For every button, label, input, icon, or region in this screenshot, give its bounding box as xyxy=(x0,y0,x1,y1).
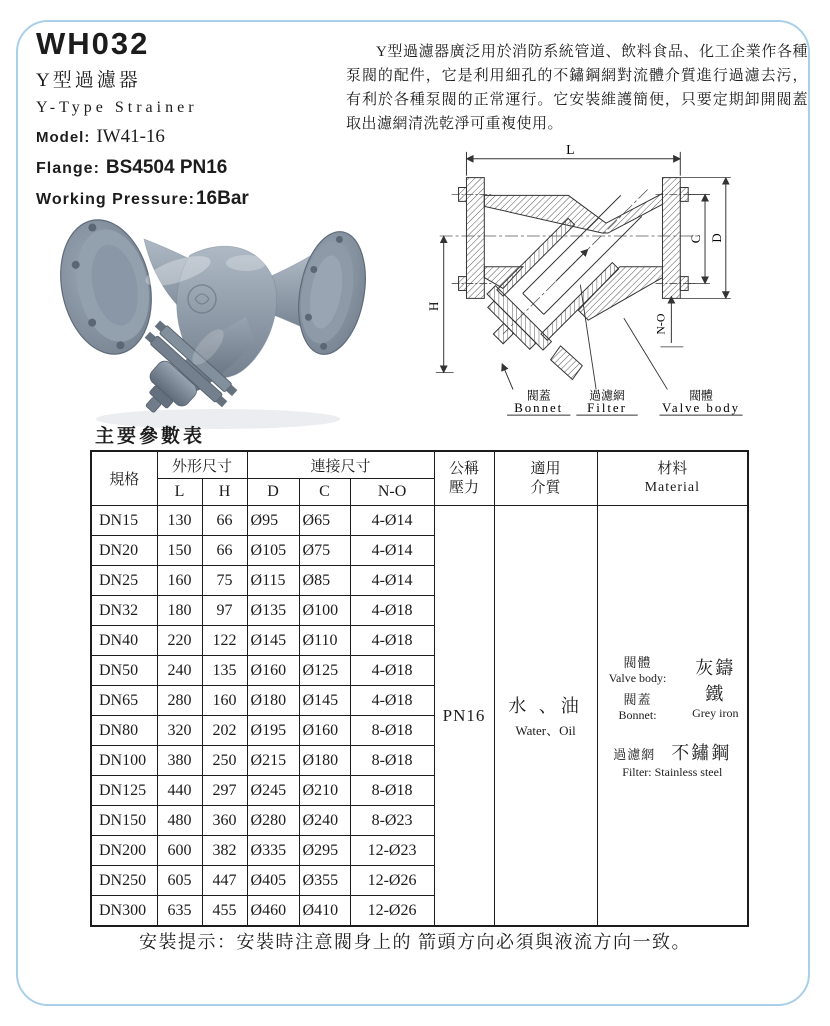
cell-c: Ø180 xyxy=(299,746,350,776)
top-wall xyxy=(484,193,662,233)
pressure-value: PN16 xyxy=(442,705,486,725)
cell-no: 4-Ø18 xyxy=(350,626,434,656)
cell-l: 600 xyxy=(157,836,202,866)
cell-spec: DN65 xyxy=(91,686,157,716)
cell-d: Ø180 xyxy=(247,686,299,716)
cell-c: Ø210 xyxy=(299,776,350,806)
cell-l: 280 xyxy=(157,686,202,716)
cell-h: 97 xyxy=(202,596,247,626)
cell-d: Ø460 xyxy=(247,896,299,927)
cell-h: 66 xyxy=(202,536,247,566)
cell-h: 250 xyxy=(202,746,247,776)
right-flange xyxy=(290,226,375,359)
cell-h: 382 xyxy=(202,836,247,866)
cell-spec: DN50 xyxy=(91,656,157,686)
header-no: N-O xyxy=(350,479,434,506)
cell-d: Ø135 xyxy=(247,596,299,626)
model-value: IW41-16 xyxy=(96,126,165,147)
product-title-zh: Y型過濾器 xyxy=(36,70,141,91)
cell-no: 8-Ø18 xyxy=(350,746,434,776)
cell-no: 4-Ø14 xyxy=(350,566,434,596)
part-label-filter-zh: 過濾網 xyxy=(589,388,625,403)
cell-l: 220 xyxy=(157,626,202,656)
header-l: L xyxy=(157,479,202,506)
cell-d: Ø405 xyxy=(247,866,299,896)
cell-spec: DN125 xyxy=(91,776,157,806)
header-material: 材料 Material xyxy=(597,451,748,506)
cell-c: Ø410 xyxy=(299,896,350,927)
cell-c: Ø110 xyxy=(299,626,350,656)
cell-l: 150 xyxy=(157,536,202,566)
cell-h: 360 xyxy=(202,806,247,836)
header-spec: 規格 xyxy=(91,451,157,506)
cell-c: Ø295 xyxy=(299,836,350,866)
installation-note: 安裝提示：安裝時注意閥身上的 箭頭方向必須與液流方向一致。 xyxy=(139,932,691,952)
model-label: Model: xyxy=(36,129,91,146)
cell-l: 605 xyxy=(157,866,202,896)
cell-no: 8-Ø23 xyxy=(350,806,434,836)
model-line xyxy=(36,126,336,148)
cell-c: Ø85 xyxy=(299,566,350,596)
flange-value: BS4504 PN16 xyxy=(105,157,228,178)
header-h: H xyxy=(202,479,247,506)
part-label-filter-en: Filter xyxy=(587,401,627,416)
cell-d: Ø105 xyxy=(247,536,299,566)
cell-d: Ø145 xyxy=(247,626,299,656)
cell-spec: DN80 xyxy=(91,716,157,746)
header-nominal-pressure: 公稱 壓力 xyxy=(434,451,494,506)
dim-label-no: N-O xyxy=(653,313,668,335)
part-label-valvebody-zh: 閥體 xyxy=(689,388,713,403)
cell-d: Ø160 xyxy=(247,656,299,686)
cell-no: 4-Ø18 xyxy=(350,686,434,716)
cell-l: 635 xyxy=(157,896,202,927)
pressure-value: 16Bar xyxy=(195,188,249,209)
cell-no: 8-Ø18 xyxy=(350,776,434,806)
cell-l: 240 xyxy=(157,656,202,686)
cell-no: 4-Ø18 xyxy=(350,596,434,626)
spec-row xyxy=(91,506,748,536)
cell-d: Ø215 xyxy=(247,746,299,776)
header-d: D xyxy=(247,479,299,506)
cell-spec: DN15 xyxy=(91,506,157,536)
cell-h: 202 xyxy=(202,716,247,746)
dim-label-h: H xyxy=(426,301,441,311)
product-photo xyxy=(50,194,390,436)
cell-c: Ø240 xyxy=(299,806,350,836)
header-c: C xyxy=(299,479,350,506)
cell-c: Ø160 xyxy=(299,716,350,746)
cell-l: 160 xyxy=(157,566,202,596)
cell-l: 380 xyxy=(157,746,202,776)
header-outline-dims: 外形尺寸 xyxy=(157,451,247,479)
cell-c: Ø65 xyxy=(299,506,350,536)
cell-l: 180 xyxy=(157,596,202,626)
cell-spec: DN20 xyxy=(91,536,157,566)
header-connect-dims: 連接尺寸 xyxy=(247,451,434,479)
part-label-bonnet-en: Bonnet xyxy=(514,401,564,416)
medium-cell xyxy=(494,506,597,927)
cell-d: Ø95 xyxy=(247,506,299,536)
cell-c: Ø125 xyxy=(299,656,350,686)
dim-label-l: L xyxy=(566,141,575,157)
left-flange xyxy=(50,211,163,362)
cell-spec: DN100 xyxy=(91,746,157,776)
cell-spec: DN40 xyxy=(91,626,157,656)
cell-d: Ø115 xyxy=(247,566,299,596)
cell-spec: DN32 xyxy=(91,596,157,626)
header-medium: 適用 介質 xyxy=(494,451,597,506)
cell-d: Ø245 xyxy=(247,776,299,806)
branch-tip xyxy=(551,346,583,380)
cell-h: 135 xyxy=(202,656,247,686)
material-cell xyxy=(597,506,748,927)
bonnet-flange xyxy=(487,286,551,350)
cell-spec: DN250 xyxy=(91,866,157,896)
cell-c: Ø355 xyxy=(299,866,350,896)
part-label-bonnet-zh: 閥蓋 xyxy=(526,388,551,403)
dim-label-c: C xyxy=(689,234,704,244)
pressure-cell xyxy=(434,506,494,927)
cell-spec: DN300 xyxy=(91,896,157,927)
cell-h: 122 xyxy=(202,626,247,656)
intro-paragraph: Y型過濾器廣泛用於消防系統管道、飲料食品、化工企業作各種泵閥的配件，它是利用細孔的不鏽鋼網對流體介質進行過濾去污，有利於各種泵閥的正常運行。它安裝維護簡便，只要定期卸開閥蓋取出濾網清洗乾淨可重複使用。 xyxy=(346,44,808,132)
header-block xyxy=(36,26,336,210)
cell-l: 480 xyxy=(157,806,202,836)
y-strainer-section xyxy=(412,140,808,432)
technical-drawing xyxy=(412,140,808,432)
cell-h: 455 xyxy=(202,896,247,927)
cell-no: 8-Ø18 xyxy=(350,716,434,746)
cell-l: 320 xyxy=(157,716,202,746)
cell-c: Ø100 xyxy=(299,596,350,626)
right-flange-section xyxy=(662,178,680,299)
cell-spec: DN150 xyxy=(91,806,157,836)
cell-d: Ø195 xyxy=(247,716,299,746)
left-flange-section xyxy=(466,178,484,299)
product-title-en: Y-Type Strainer xyxy=(36,99,198,116)
cell-no: 4-Ø14 xyxy=(350,506,434,536)
cell-spec: DN25 xyxy=(91,566,157,596)
flange-label: Flange: xyxy=(36,160,100,177)
y-strainer-photo xyxy=(50,194,390,436)
spec-table-body xyxy=(91,506,748,927)
cell-l: 440 xyxy=(157,776,202,806)
cell-d: Ø280 xyxy=(247,806,299,836)
cell-h: 66 xyxy=(202,506,247,536)
cell-c: Ø145 xyxy=(299,686,350,716)
cell-c: Ø75 xyxy=(299,536,350,566)
cell-no: 12-Ø26 xyxy=(350,866,434,896)
cell-d: Ø335 xyxy=(247,836,299,866)
cell-h: 447 xyxy=(202,866,247,896)
dim-label-d: D xyxy=(709,233,724,243)
part-label-valvebody-en: Valve body xyxy=(662,401,741,416)
cell-no: 12-Ø23 xyxy=(350,836,434,866)
cell-h: 75 xyxy=(202,566,247,596)
cell-spec: DN200 xyxy=(91,836,157,866)
highlight xyxy=(226,255,266,271)
product-code: WH032 xyxy=(36,26,150,61)
parameters-table xyxy=(90,450,749,927)
table-title: 主要參數表 xyxy=(95,426,206,447)
flange-line xyxy=(36,157,336,179)
pressure-label: Working Pressure: xyxy=(36,191,195,208)
flow-arrow xyxy=(556,249,588,281)
cell-no: 12-Ø26 xyxy=(350,896,434,927)
cell-no: 4-Ø18 xyxy=(350,656,434,686)
cell-h: 160 xyxy=(202,686,247,716)
material-info: 閥體 Valve body: 閥蓋 Bonnet: 灰鑄鐵 Grey iron 過濾網 不鏽鋼 Filter: Stainless steel xyxy=(608,654,739,779)
medium-info: 水 、油 Water、Oil xyxy=(508,696,583,738)
cell-no: 4-Ø14 xyxy=(350,536,434,566)
cell-l: 130 xyxy=(157,506,202,536)
cell-h: 297 xyxy=(202,776,247,806)
